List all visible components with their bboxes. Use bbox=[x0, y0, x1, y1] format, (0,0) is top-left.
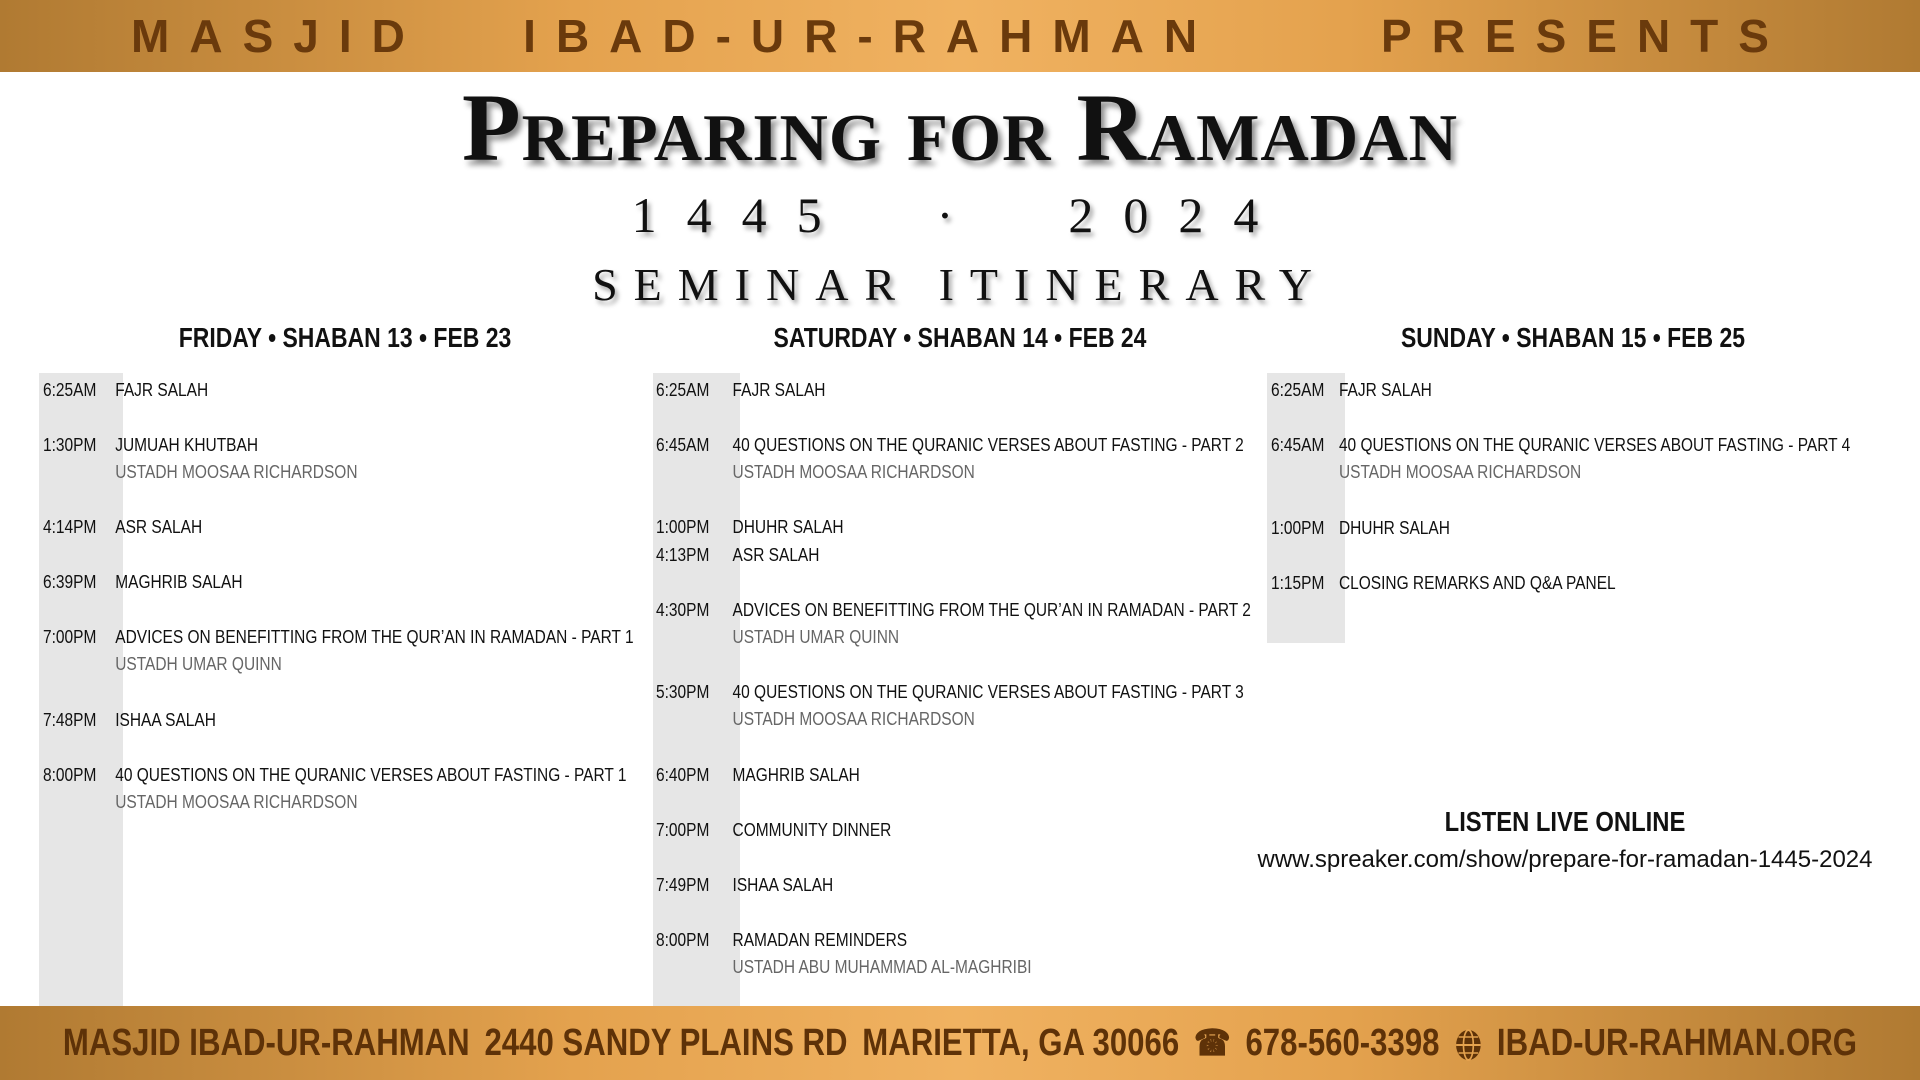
item-time: 6:25AM bbox=[43, 380, 97, 400]
item-event: CLOSING REMARKS AND Q&A PANEL bbox=[1338, 573, 1616, 593]
day-heading-friday: FRIDAY • SHABAN 13 • FEB 23 bbox=[178, 322, 512, 353]
footer-masjid-name: MASJID IBAD-UR-RAHMAN bbox=[62, 1021, 470, 1064]
item-time: 7:00PM bbox=[656, 820, 710, 840]
item-time: 1:15PM bbox=[1271, 573, 1325, 593]
footer-city: MARIETTA, GA 30066 bbox=[862, 1021, 1180, 1064]
item-event: 40 QUESTIONS ON THE QURANIC VERSES ABOUT FASTING - PART 4 bbox=[1338, 435, 1851, 455]
item-time: 6:39PM bbox=[43, 572, 97, 592]
item-event: MAGHRIB SALAH bbox=[732, 765, 860, 785]
item-time: 1:30PM bbox=[43, 435, 97, 455]
item-time: 6:40PM bbox=[656, 765, 710, 785]
item-time: 1:00PM bbox=[656, 517, 710, 537]
item-event: FAJR SALAH bbox=[115, 380, 209, 400]
item-time: 5:30PM bbox=[656, 682, 710, 702]
item-time: 8:00PM bbox=[656, 930, 710, 950]
item-event: ASR SALAH bbox=[732, 545, 820, 565]
footer-address: 2440 SANDY PLAINS RD bbox=[484, 1021, 848, 1064]
footer-website[interactable]: IBAD-UR-RAHMAN.ORG bbox=[1496, 1021, 1858, 1064]
item-event: ADVICES ON BENEFITTING FROM THE QUR’AN IN RAMADAN - PART 1 bbox=[115, 627, 634, 647]
item-time: 7:00PM bbox=[43, 627, 97, 647]
item-event: ADVICES ON BENEFITTING FROM THE QUR’AN IN RAMADAN - PART 2 bbox=[732, 600, 1251, 620]
item-event: MAGHRIB SALAH bbox=[115, 572, 243, 592]
footer-contact bbox=[63, 1022, 1857, 1065]
item-event: DHUHR SALAH bbox=[732, 517, 844, 537]
listen-live-heading: LISTEN LIVE ONLINE bbox=[1444, 806, 1686, 837]
item-event: FAJR SALAH bbox=[732, 380, 826, 400]
item-time: 4:14PM bbox=[43, 517, 97, 537]
item-speaker: USTADH MOOSAA RICHARDSON bbox=[732, 709, 975, 729]
event-title: Preparing for Ramadan bbox=[462, 74, 1458, 181]
item-speaker: USTADH UMAR QUINN bbox=[732, 627, 900, 647]
item-speaker: USTADH ABU MUHAMMAD AL-MAGHRIBI bbox=[732, 957, 1032, 977]
event-years: 1445 · 2024 bbox=[631, 187, 1289, 243]
item-time: 6:45AM bbox=[1271, 435, 1325, 455]
item-event: ASR SALAH bbox=[115, 517, 203, 537]
item-event: DHUHR SALAH bbox=[1338, 518, 1450, 538]
item-speaker: USTADH MOOSAA RICHARDSON bbox=[115, 792, 358, 812]
item-event: COMMUNITY DINNER bbox=[732, 820, 892, 840]
item-time: 7:48PM bbox=[43, 710, 97, 730]
item-event: ISHAA SALAH bbox=[115, 710, 216, 730]
item-time: 8:00PM bbox=[43, 765, 97, 785]
day-heading-saturday: SATURDAY • SHABAN 14 • FEB 24 bbox=[773, 322, 1147, 353]
day-heading-sunday: SUNDAY • SHABAN 15 • FEB 25 bbox=[1400, 322, 1745, 353]
item-time: 4:13PM bbox=[656, 545, 710, 565]
item-event: RAMADAN REMINDERS bbox=[732, 930, 908, 950]
item-event: 40 QUESTIONS ON THE QURANIC VERSES ABOUT FASTING - PART 2 bbox=[732, 435, 1244, 455]
item-event: 40 QUESTIONS ON THE QURANIC VERSES ABOUT FASTING - PART 1 bbox=[115, 765, 627, 785]
item-event: 40 QUESTIONS ON THE QURANIC VERSES ABOUT FASTING - PART 3 bbox=[732, 682, 1244, 702]
time-column-friday bbox=[39, 373, 123, 1006]
item-time: 1:00PM bbox=[1271, 518, 1325, 538]
footer-phone[interactable]: 678-560-3398 bbox=[1245, 1021, 1440, 1064]
footer-banner bbox=[0, 1006, 1920, 1080]
item-speaker: USTADH MOOSAA RICHARDSON bbox=[115, 462, 358, 482]
top-banner bbox=[0, 0, 1920, 72]
item-event: FAJR SALAH bbox=[1338, 380, 1432, 400]
time-column-sunday bbox=[1267, 373, 1345, 643]
item-time: 6:25AM bbox=[656, 380, 710, 400]
item-speaker: USTADH UMAR QUINN bbox=[115, 654, 282, 674]
phone-icon: ☎ bbox=[1193, 1022, 1231, 1063]
listen-live-url[interactable]: www.spreaker.com/show/prepare-for-ramadan-1445-2024 bbox=[1257, 846, 1873, 873]
presents-heading: MASJID IBAD-UR-RAHMAN PRESENTS bbox=[131, 10, 1789, 62]
globe-icon bbox=[1454, 1022, 1482, 1064]
item-time: 6:25AM bbox=[1271, 380, 1325, 400]
item-event: JUMUAH KHUTBAH bbox=[115, 435, 259, 455]
item-time: 7:49PM bbox=[656, 875, 710, 895]
item-time: 4:30PM bbox=[656, 600, 710, 620]
item-event: ISHAA SALAH bbox=[732, 875, 834, 895]
item-speaker: USTADH MOOSAA RICHARDSON bbox=[1338, 462, 1582, 482]
item-time: 6:45AM bbox=[656, 435, 710, 455]
event-subtitle: SEMINAR ITINERARY bbox=[592, 259, 1328, 310]
item-speaker: USTADH MOOSAA RICHARDSON bbox=[732, 462, 975, 482]
